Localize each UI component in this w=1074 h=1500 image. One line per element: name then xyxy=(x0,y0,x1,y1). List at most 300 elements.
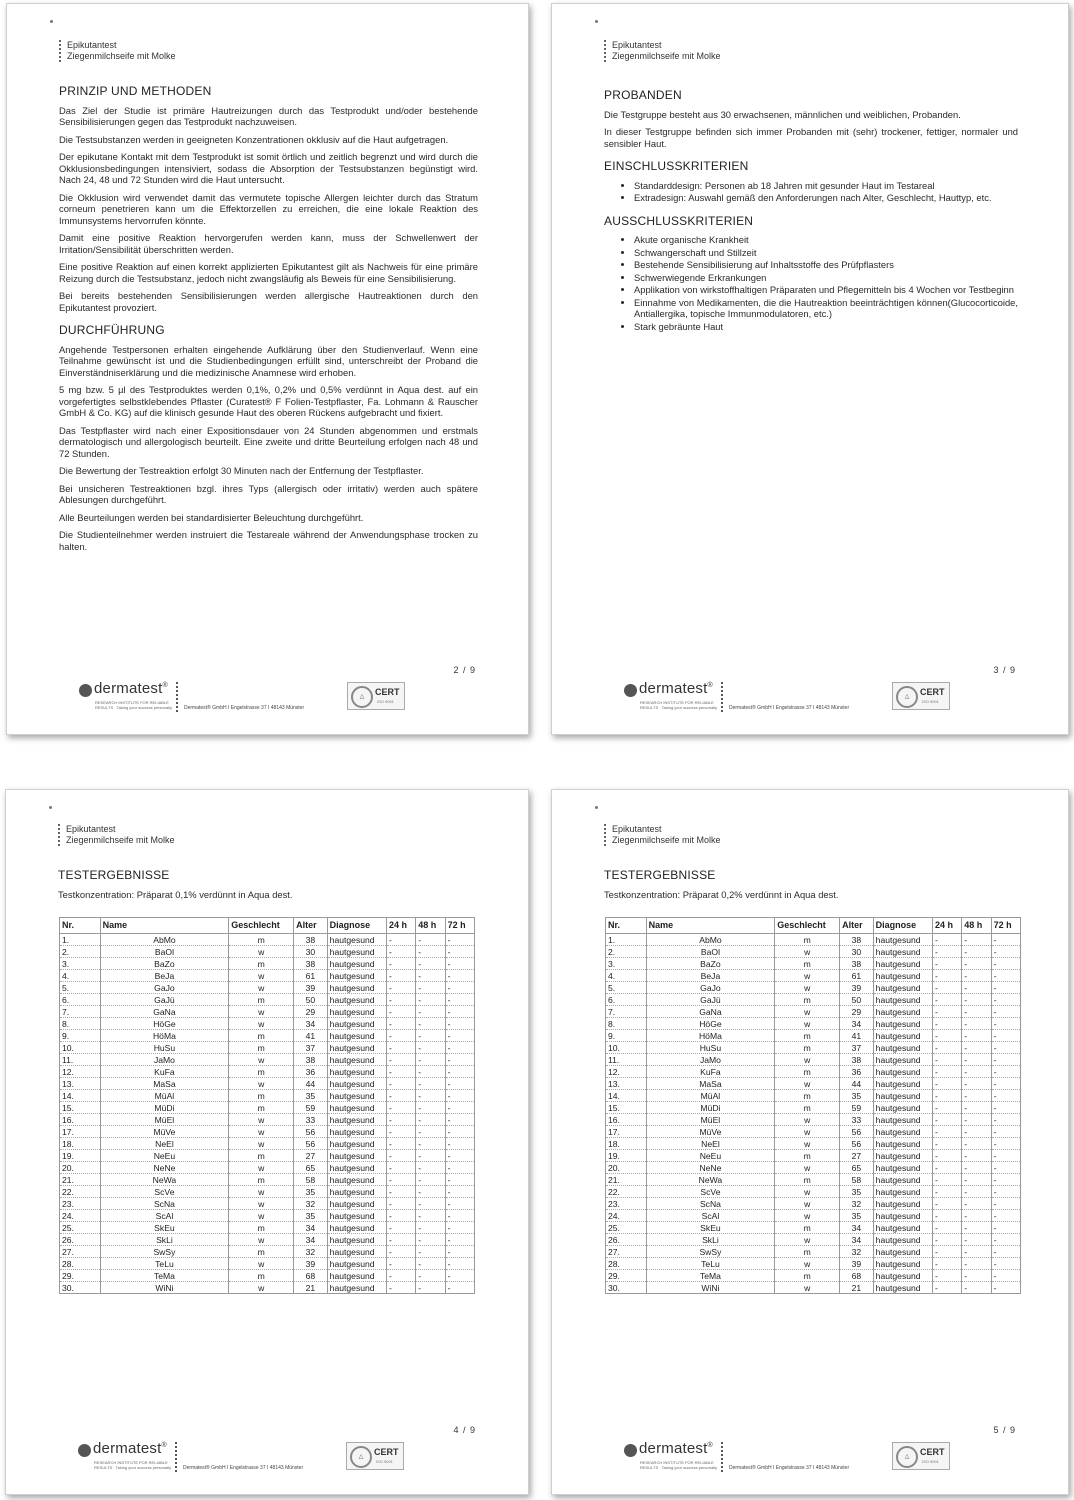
table-cell: - xyxy=(932,1126,961,1138)
table-cell: MüDi xyxy=(646,1102,775,1114)
page-number: 4 / 9 xyxy=(453,1425,476,1435)
table-cell: - xyxy=(991,1246,1020,1258)
table-row xyxy=(60,1102,475,1114)
paragraph: Eine positive Reaktion auf einen korrekt applizierten Epikutantest gilt als Nachweis für eine primäre Reizung durch die Testsubstanz, jedoch nicht zwangsläufig als Beweis für eine Sensibilisierung. xyxy=(59,261,478,284)
paragraph: Das Ziel der Studie ist primäre Hautreizungen durch das Testprodukt und/oder bestehende Sensibilisierungen gegen das Testprodukt nachzuweisen. xyxy=(59,104,478,127)
table-cell: 56 xyxy=(840,1138,874,1150)
document-page-3 xyxy=(551,3,1069,735)
table-cell: w xyxy=(775,1258,840,1270)
table-cell: - xyxy=(991,1054,1020,1066)
table-cell: 35 xyxy=(840,1186,874,1198)
table-cell: 56 xyxy=(294,1138,328,1150)
table-cell: 2. xyxy=(60,946,101,958)
table-cell: 5. xyxy=(606,982,647,994)
paragraph: Damit eine positive Reaktion hervorgerufen werden kann, muss der Schwellenwert der Irritation/Sensibilität überschritten werden. xyxy=(59,232,478,255)
page-footer xyxy=(624,680,964,714)
table-cell: w xyxy=(775,1006,840,1018)
table-cell: ScNa xyxy=(100,1198,229,1210)
table-cell: w xyxy=(229,982,294,994)
table-cell: hautgesund xyxy=(873,1186,932,1198)
table-cell: - xyxy=(445,1150,474,1162)
table-cell: - xyxy=(416,1258,445,1270)
table-cell: - xyxy=(991,1150,1020,1162)
table-cell: NeEl xyxy=(646,1138,775,1150)
table-cell: 6. xyxy=(60,994,101,1006)
header-product-name: Ziegenmilchseife mit Molke xyxy=(612,51,721,61)
cert-badge xyxy=(346,1442,404,1470)
table-cell: - xyxy=(991,994,1020,1006)
table-cell: 20. xyxy=(60,1162,101,1174)
table-cell: 27 xyxy=(294,1150,328,1162)
page-footer xyxy=(79,680,419,714)
column-header: Geschlecht xyxy=(775,918,840,934)
table-cell: - xyxy=(991,1006,1020,1018)
table-cell: 32 xyxy=(840,1246,874,1258)
table-cell: w xyxy=(775,1138,840,1150)
column-header: 24 h xyxy=(386,918,415,934)
table-cell: - xyxy=(991,1030,1020,1042)
table-cell: hautgesund xyxy=(873,1198,932,1210)
table-cell: - xyxy=(386,1126,415,1138)
table-cell: hautgesund xyxy=(327,1174,386,1186)
table-cell: KuFa xyxy=(646,1066,775,1078)
table-cell: MüVe xyxy=(646,1126,775,1138)
table-cell: m xyxy=(229,1042,294,1054)
table-cell: - xyxy=(386,1006,415,1018)
table-cell: m xyxy=(775,1102,840,1114)
page-content xyxy=(59,86,478,558)
table-cell: - xyxy=(932,958,961,970)
section-title-probanden: PROBANDEN xyxy=(604,88,682,102)
table-cell: - xyxy=(386,1150,415,1162)
cert-label: CERT xyxy=(374,1447,399,1457)
table-cell: - xyxy=(991,1234,1020,1246)
table-cell: 35 xyxy=(294,1186,328,1198)
table-cell: - xyxy=(416,1138,445,1150)
table-row xyxy=(606,1282,1021,1294)
table-cell: - xyxy=(386,1090,415,1102)
table-cell: - xyxy=(386,1114,415,1126)
document-page-2 xyxy=(6,3,529,735)
table-cell: ScNa xyxy=(646,1198,775,1210)
paragraph: Das Testpflaster wird nach einer Expositionsdauer von 24 Stunden abgenommen und erstmals dermatologisch und allergologisch beurteilt. Eine zweite und dritte Beurteilung erfolgen nach 48 und 72 Stunden. xyxy=(59,424,478,459)
table-cell: - xyxy=(991,1042,1020,1054)
table-cell: hautgesund xyxy=(873,982,932,994)
table-cell: MüDi xyxy=(100,1102,229,1114)
list-item: • Applikation von wirkstoffhaltigen Präparaten und Pflegemitteln bis 4 Wochen vor Testbeginn xyxy=(634,284,1018,296)
table-cell: - xyxy=(416,1270,445,1282)
table-cell: 39 xyxy=(294,1258,328,1270)
table-cell: - xyxy=(445,1090,474,1102)
table-row xyxy=(60,1234,475,1246)
dermatest-logo-mark xyxy=(78,1444,91,1457)
dermatest-logo: dermatest® xyxy=(639,680,713,697)
table-cell: 39 xyxy=(840,1258,874,1270)
table-cell: TeMa xyxy=(646,1270,775,1282)
table-cell: - xyxy=(991,1018,1020,1030)
corner-mark xyxy=(49,806,52,809)
table-cell: w xyxy=(229,1258,294,1270)
table-row xyxy=(60,1282,475,1294)
table-cell: - xyxy=(445,1246,474,1258)
table-cell: 8. xyxy=(606,1018,647,1030)
paragraph: 5 mg bzw. 5 µl des Testproduktes werden 0,1%, 0,2% und 0,5% verdünnt in Aqua dest. auf ein vorgefertigtes selbstklebendes Pflaster (Curatest® F Folien-Testpflaster, Fa. Lohmann & Rauscher GmbH & Co. KG) auf die klinisch gesunde Haut des oberen Rückens aufgebracht und fixiert. xyxy=(59,384,478,418)
table-cell: - xyxy=(932,1186,961,1198)
table-cell: 7. xyxy=(606,1006,647,1018)
table-cell: 27. xyxy=(60,1246,101,1258)
page-content xyxy=(604,90,1018,338)
table-cell: - xyxy=(932,1090,961,1102)
table-cell: NeWa xyxy=(100,1174,229,1186)
table-cell: hautgesund xyxy=(327,1270,386,1282)
table-cell: - xyxy=(416,958,445,970)
table-cell: 34 xyxy=(294,1222,328,1234)
footer-divider xyxy=(176,682,178,712)
header-test-name: Epikutantest xyxy=(612,824,662,834)
table-header-row xyxy=(60,918,475,934)
paragraph: Die Studienteilnehmer werden instruiert die Testareale während der Anwendungsphase trocken zu halten. xyxy=(59,529,478,552)
table-cell: - xyxy=(962,1042,991,1054)
table-cell: - xyxy=(386,946,415,958)
table-cell: - xyxy=(932,1114,961,1126)
table-cell: hautgesund xyxy=(873,1090,932,1102)
table-cell: w xyxy=(775,1054,840,1066)
table-cell: 38 xyxy=(840,1054,874,1066)
table-cell: 14. xyxy=(606,1090,647,1102)
table-cell: - xyxy=(386,1258,415,1270)
table-cell: - xyxy=(386,1054,415,1066)
table-cell: 44 xyxy=(840,1078,874,1090)
table-row xyxy=(606,1210,1021,1222)
table-cell: - xyxy=(445,1126,474,1138)
table-row xyxy=(606,982,1021,994)
table-cell: hautgesund xyxy=(327,1162,386,1174)
table-cell: - xyxy=(962,1066,991,1078)
table-cell: - xyxy=(962,1150,991,1162)
table-cell: w xyxy=(229,1162,294,1174)
results-concentration: Testkonzentration: Präparat 0,1% verdünnt in Aqua dest. xyxy=(58,888,293,900)
table-cell: 38 xyxy=(840,958,874,970)
cert-badge xyxy=(892,1442,950,1470)
table-cell: JaMo xyxy=(100,1054,229,1066)
table-cell: TeMa xyxy=(100,1270,229,1282)
table-row xyxy=(606,1114,1021,1126)
dermatest-logo: dermatest® xyxy=(639,1440,713,1457)
table-cell: - xyxy=(416,1246,445,1258)
table-cell: - xyxy=(386,1018,415,1030)
table-cell: - xyxy=(416,1186,445,1198)
table-cell: hautgesund xyxy=(873,1222,932,1234)
table-cell: 12. xyxy=(606,1066,647,1078)
table-cell: hautgesund xyxy=(327,1042,386,1054)
table-cell: 29. xyxy=(60,1270,101,1282)
table-cell: 34 xyxy=(294,1018,328,1030)
corner-mark xyxy=(595,20,598,23)
table-cell: hautgesund xyxy=(873,934,932,946)
table-cell: 33 xyxy=(840,1114,874,1126)
table-cell: m xyxy=(775,1222,840,1234)
table-cell: 30. xyxy=(60,1282,101,1294)
section-body-durchfuehrung xyxy=(59,344,478,553)
table-row xyxy=(606,934,1021,946)
results-concentration: Testkonzentration: Präparat 0,2% verdünnt in Aqua dest. xyxy=(604,888,839,900)
column-header: Geschlecht xyxy=(229,918,294,934)
table-cell: SwSy xyxy=(100,1246,229,1258)
table-row xyxy=(606,1174,1021,1186)
table-cell: hautgesund xyxy=(327,1258,386,1270)
table-cell: 17. xyxy=(60,1126,101,1138)
table-cell: - xyxy=(962,994,991,1006)
dermatest-logo: dermatest® xyxy=(94,680,168,697)
table-cell: hautgesund xyxy=(327,1018,386,1030)
table-cell: m xyxy=(775,934,840,946)
table-cell: hautgesund xyxy=(873,1162,932,1174)
table-row xyxy=(606,1246,1021,1258)
table-cell: - xyxy=(962,1030,991,1042)
table-row xyxy=(60,1150,475,1162)
table-cell: MüEl xyxy=(100,1114,229,1126)
table-cell: - xyxy=(962,1282,991,1294)
page-header xyxy=(58,824,175,846)
table-row xyxy=(60,958,475,970)
table-cell: 27 xyxy=(840,1150,874,1162)
table-cell: w xyxy=(229,1234,294,1246)
table-cell: hautgesund xyxy=(327,1090,386,1102)
table-cell: - xyxy=(962,1162,991,1174)
page-header xyxy=(604,40,721,62)
table-cell: m xyxy=(775,1246,840,1258)
table-cell: hautgesund xyxy=(873,1054,932,1066)
table-cell: - xyxy=(416,970,445,982)
cert-seal-icon: △ xyxy=(896,686,918,708)
table-cell: 16. xyxy=(606,1114,647,1126)
table-cell: - xyxy=(932,1234,961,1246)
table-cell: w xyxy=(775,1282,840,1294)
table-cell: - xyxy=(932,1102,961,1114)
table-cell: hautgesund xyxy=(873,958,932,970)
table-cell: 21. xyxy=(606,1174,647,1186)
table-cell: 30. xyxy=(606,1282,647,1294)
table-cell: - xyxy=(445,1198,474,1210)
table-row xyxy=(60,1138,475,1150)
table-cell: - xyxy=(445,1066,474,1078)
table-cell: - xyxy=(962,1246,991,1258)
table-cell: - xyxy=(962,1018,991,1030)
table-cell: - xyxy=(386,1066,415,1078)
column-header: Diagnose xyxy=(873,918,932,934)
table-cell: - xyxy=(962,1138,991,1150)
table-cell: GaJo xyxy=(100,982,229,994)
table-cell: - xyxy=(932,1198,961,1210)
table-cell: - xyxy=(416,1114,445,1126)
table-cell: 35 xyxy=(840,1090,874,1102)
table-cell: - xyxy=(962,1078,991,1090)
table-cell: hautgesund xyxy=(327,1246,386,1258)
table-cell: TeLu xyxy=(646,1258,775,1270)
paragraph: Alle Beurteilungen werden bei standardisierter Beleuchtung durchgeführt. xyxy=(59,511,364,523)
table-cell: 22. xyxy=(60,1186,101,1198)
table-cell: MüAl xyxy=(100,1090,229,1102)
table-cell: MüVe xyxy=(100,1126,229,1138)
table-cell: - xyxy=(445,1006,474,1018)
table-cell: - xyxy=(386,958,415,970)
table-cell: 14. xyxy=(60,1090,101,1102)
table-cell: - xyxy=(386,1030,415,1042)
header-test-name: Epikutantest xyxy=(67,40,117,50)
logo-tagline: RESEARCH INSTITUTE FOR RELIABLE RESULTS · Taking your success personally xyxy=(640,700,717,710)
table-cell: - xyxy=(416,1126,445,1138)
cert-badge xyxy=(892,682,950,710)
table-cell: - xyxy=(991,1186,1020,1198)
table-cell: 26. xyxy=(606,1234,647,1246)
page-footer xyxy=(78,1440,418,1474)
table-cell: - xyxy=(416,1222,445,1234)
table-cell: 20. xyxy=(606,1162,647,1174)
table-cell: w xyxy=(229,946,294,958)
list-item: • Akute organische Krankheit xyxy=(634,234,1018,246)
table-cell: - xyxy=(962,1126,991,1138)
table-row xyxy=(60,1270,475,1282)
table-cell: SkEu xyxy=(100,1222,229,1234)
table-cell: 29 xyxy=(294,1006,328,1018)
table-row xyxy=(60,1258,475,1270)
section-body-prinzip xyxy=(59,105,478,314)
paragraph: Bei unsicheren Testreaktionen bzgl. ihres Typs (allergisch oder irritativ) werden auch spätere Ablesungen durchgeführt. xyxy=(59,482,478,505)
cert-standard: ISO 9001 xyxy=(377,699,394,704)
table-cell: 5. xyxy=(60,982,101,994)
table-cell: SkLi xyxy=(100,1234,229,1246)
table-cell: 38 xyxy=(294,934,328,946)
table-cell: hautgesund xyxy=(873,1018,932,1030)
table-cell: - xyxy=(991,1078,1020,1090)
table-cell: - xyxy=(386,970,415,982)
table-cell: MaSa xyxy=(646,1078,775,1090)
table-cell: - xyxy=(962,1054,991,1066)
table-cell: - xyxy=(445,1234,474,1246)
table-row xyxy=(60,1162,475,1174)
cert-seal-icon: △ xyxy=(351,686,373,708)
table-cell: w xyxy=(775,982,840,994)
table-cell: - xyxy=(962,982,991,994)
table-cell: - xyxy=(386,1174,415,1186)
table-cell: 32 xyxy=(840,1198,874,1210)
dermatest-logo-mark xyxy=(624,684,637,697)
table-cell: w xyxy=(229,1006,294,1018)
table-cell: 41 xyxy=(840,1030,874,1042)
table-cell: - xyxy=(991,1138,1020,1150)
table-cell: - xyxy=(991,1114,1020,1126)
table-cell: ScAl xyxy=(100,1210,229,1222)
column-header: 48 h xyxy=(962,918,991,934)
table-cell: GaNa xyxy=(646,1006,775,1018)
table-cell: - xyxy=(445,1282,474,1294)
table-cell: - xyxy=(445,1258,474,1270)
table-cell: hautgesund xyxy=(327,1138,386,1150)
table-cell: - xyxy=(386,1078,415,1090)
table-cell: hautgesund xyxy=(873,1150,932,1162)
table-cell: w xyxy=(229,1078,294,1090)
table-cell: 13. xyxy=(606,1078,647,1090)
table-cell: - xyxy=(386,1270,415,1282)
table-cell: - xyxy=(991,982,1020,994)
table-row xyxy=(60,1018,475,1030)
table-cell: 36 xyxy=(294,1066,328,1078)
table-cell: 35 xyxy=(294,1090,328,1102)
table-cell: - xyxy=(416,946,445,958)
table-cell: - xyxy=(445,946,474,958)
table-cell: hautgesund xyxy=(873,1234,932,1246)
table-cell: hautgesund xyxy=(873,1078,932,1090)
table-cell: 37 xyxy=(294,1042,328,1054)
table-cell: 34 xyxy=(840,1018,874,1030)
table-row xyxy=(606,946,1021,958)
table-cell: - xyxy=(932,1258,961,1270)
table-cell: - xyxy=(416,1102,445,1114)
table-cell: 27. xyxy=(606,1246,647,1258)
table-cell: - xyxy=(445,1162,474,1174)
table-row xyxy=(606,1078,1021,1090)
table-cell: 28. xyxy=(606,1258,647,1270)
table-cell: AbMo xyxy=(646,934,775,946)
table-cell: - xyxy=(991,1258,1020,1270)
table-cell: 59 xyxy=(840,1102,874,1114)
table-cell: 38 xyxy=(840,934,874,946)
column-header: 72 h xyxy=(991,918,1020,934)
company-address: Dermatest® GmbH I Engelstrasse 37 I 48143 Münster xyxy=(183,1465,304,1471)
table-row xyxy=(60,1174,475,1186)
table-cell: - xyxy=(386,934,415,946)
table-cell: 29. xyxy=(606,1270,647,1282)
table-row xyxy=(60,1066,475,1078)
table-row xyxy=(60,1198,475,1210)
table-cell: - xyxy=(991,1222,1020,1234)
table-cell: ScVe xyxy=(646,1186,775,1198)
table-cell: 35 xyxy=(294,1210,328,1222)
table-cell: - xyxy=(932,994,961,1006)
table-cell: GaNa xyxy=(100,1006,229,1018)
table-cell: - xyxy=(386,1138,415,1150)
table-cell: m xyxy=(775,994,840,1006)
paragraph: Die Okklusion wird verwendet damit das vermutete topische Allergen leichter durch das Stratum corneum penetrieren kann um die Effektorzellen zu erreichen, die eine lokale Reaktion des Immunsystems hervorrufen könnte. xyxy=(59,191,478,226)
table-cell: NeNe xyxy=(646,1162,775,1174)
table-cell: - xyxy=(386,1102,415,1114)
table-row xyxy=(60,970,475,982)
results-table xyxy=(59,917,475,1294)
table-cell: 39 xyxy=(840,982,874,994)
footer-divider xyxy=(721,682,723,712)
paragraph: Die Testgruppe besteht aus 30 erwachsenen, männlichen und weiblichen, Probanden. xyxy=(604,108,961,120)
table-cell: 24. xyxy=(60,1210,101,1222)
table-cell: 33 xyxy=(294,1114,328,1126)
company-address: Dermatest® GmbH I Engelstrasse 37 I 48143 Münster xyxy=(729,1465,850,1471)
page-header xyxy=(59,40,176,62)
table-cell: 65 xyxy=(294,1162,328,1174)
column-header: Name xyxy=(100,918,229,934)
paragraph: In dieser Testgruppe befinden sich immer Probanden mit (sehr) trockener, fettiger, normaler und sensibler Haut. xyxy=(604,126,1018,149)
table-cell: hautgesund xyxy=(873,1006,932,1018)
section-title-einschluss: EINSCHLUSSKRITERIEN xyxy=(604,159,749,173)
table-cell: m xyxy=(229,1222,294,1234)
section-title-prinzip: PRINZIP UND METHODEN xyxy=(59,84,212,98)
paragraph: Die Testsubstanzen werden in geeigneten Konzentrationen okklusiv auf die Haut aufgetragen. xyxy=(59,133,449,145)
table-cell: m xyxy=(775,1042,840,1054)
table-row xyxy=(606,1102,1021,1114)
table-cell: - xyxy=(932,1150,961,1162)
page-content xyxy=(58,870,478,910)
table-cell: w xyxy=(229,1138,294,1150)
column-header: 24 h xyxy=(932,918,961,934)
table-cell: 1. xyxy=(60,934,101,946)
